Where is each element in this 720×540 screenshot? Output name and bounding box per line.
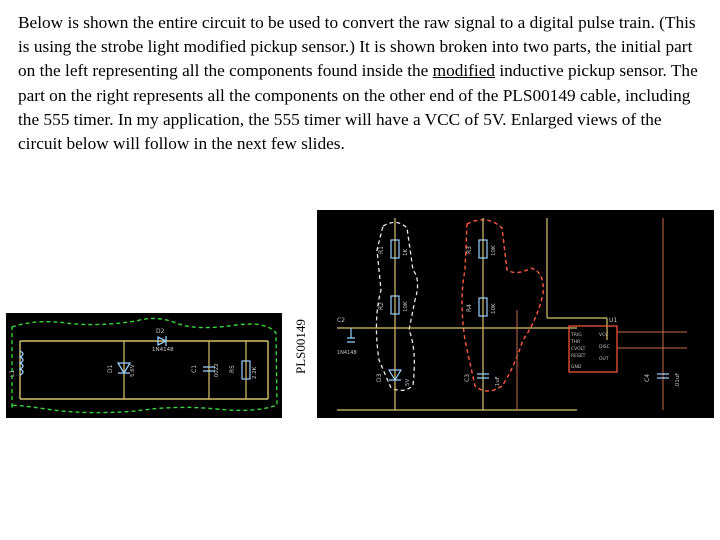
wire-branches xyxy=(124,341,246,399)
label-r2-val: 10K xyxy=(403,301,409,312)
paragraph-text-2: inductive pickup sensor. The part on the right represents all the components on the other end of the PLS00149 cable, including the 555 timer. In my application, the 555 timer will have a VCC of 5V. Enlarged views of the circuit below will follow in the next few slides. xyxy=(18,61,698,154)
pin-out: OUT xyxy=(599,357,609,362)
label-r1: R1 xyxy=(378,246,385,254)
pin-gnd: GND xyxy=(571,365,582,370)
right-schematic xyxy=(317,210,714,418)
label-c2: C2 xyxy=(337,317,346,324)
label-l1: L1 xyxy=(9,369,16,377)
label-d2-part: 1N4148 xyxy=(152,347,174,353)
underlined-word: modified xyxy=(432,61,496,81)
pin-trig: TRIG xyxy=(571,333,582,338)
pin-ctrl: CVOLT xyxy=(571,347,586,352)
pin-thr: THR xyxy=(571,340,581,345)
description-paragraph xyxy=(18,11,708,156)
label-r3-val: 10K xyxy=(491,245,497,256)
label-r4: R4 xyxy=(466,304,473,312)
pin-rst: RESET xyxy=(571,354,586,359)
label-c4-val: .01uF xyxy=(675,372,681,388)
label-r1-val: 1K xyxy=(403,248,409,256)
right-schematic-drawing xyxy=(317,210,714,418)
label-r3: R3 xyxy=(466,246,473,254)
label-r4-val: 10K xyxy=(491,303,497,314)
label-d3-part: 5V xyxy=(405,378,411,386)
label-c3-val: .1uF xyxy=(495,376,501,388)
left-schematic xyxy=(6,313,282,418)
label-d1-part: 5.6V xyxy=(130,364,136,377)
label-r5: R5 xyxy=(229,365,236,373)
label-c3: C3 xyxy=(464,373,471,382)
label-d1: D1 xyxy=(107,364,114,373)
label-c2-part: 1N4148 xyxy=(337,350,357,356)
label-u1: U1 xyxy=(609,317,618,324)
wire-aux xyxy=(517,218,687,410)
red-outline xyxy=(462,220,543,391)
label-r5-part: 2.2K xyxy=(252,366,258,379)
label-d2: D2 xyxy=(156,328,165,335)
label-c4: C4 xyxy=(644,373,651,382)
pin-dis: DISC xyxy=(599,345,610,350)
diode-c2 xyxy=(347,328,355,342)
label-c1: C1 xyxy=(191,364,198,373)
paragraph-text-1: Below is shown the entire circuit to be used to convert the raw signal to a digital pulse train. (This is using the strobe light modified pickup sensor.) It is shown broken into two parts, the initial part on the left representing all the components found inside the xyxy=(18,13,696,81)
left-schematic-drawing xyxy=(6,313,282,418)
label-c1-part: .0022 xyxy=(214,363,220,379)
pin-vcc: VCC xyxy=(599,333,609,338)
cable-label: PLS00149 xyxy=(293,319,308,374)
label-d3: D3 xyxy=(376,373,383,382)
label-r2: R2 xyxy=(378,302,385,310)
